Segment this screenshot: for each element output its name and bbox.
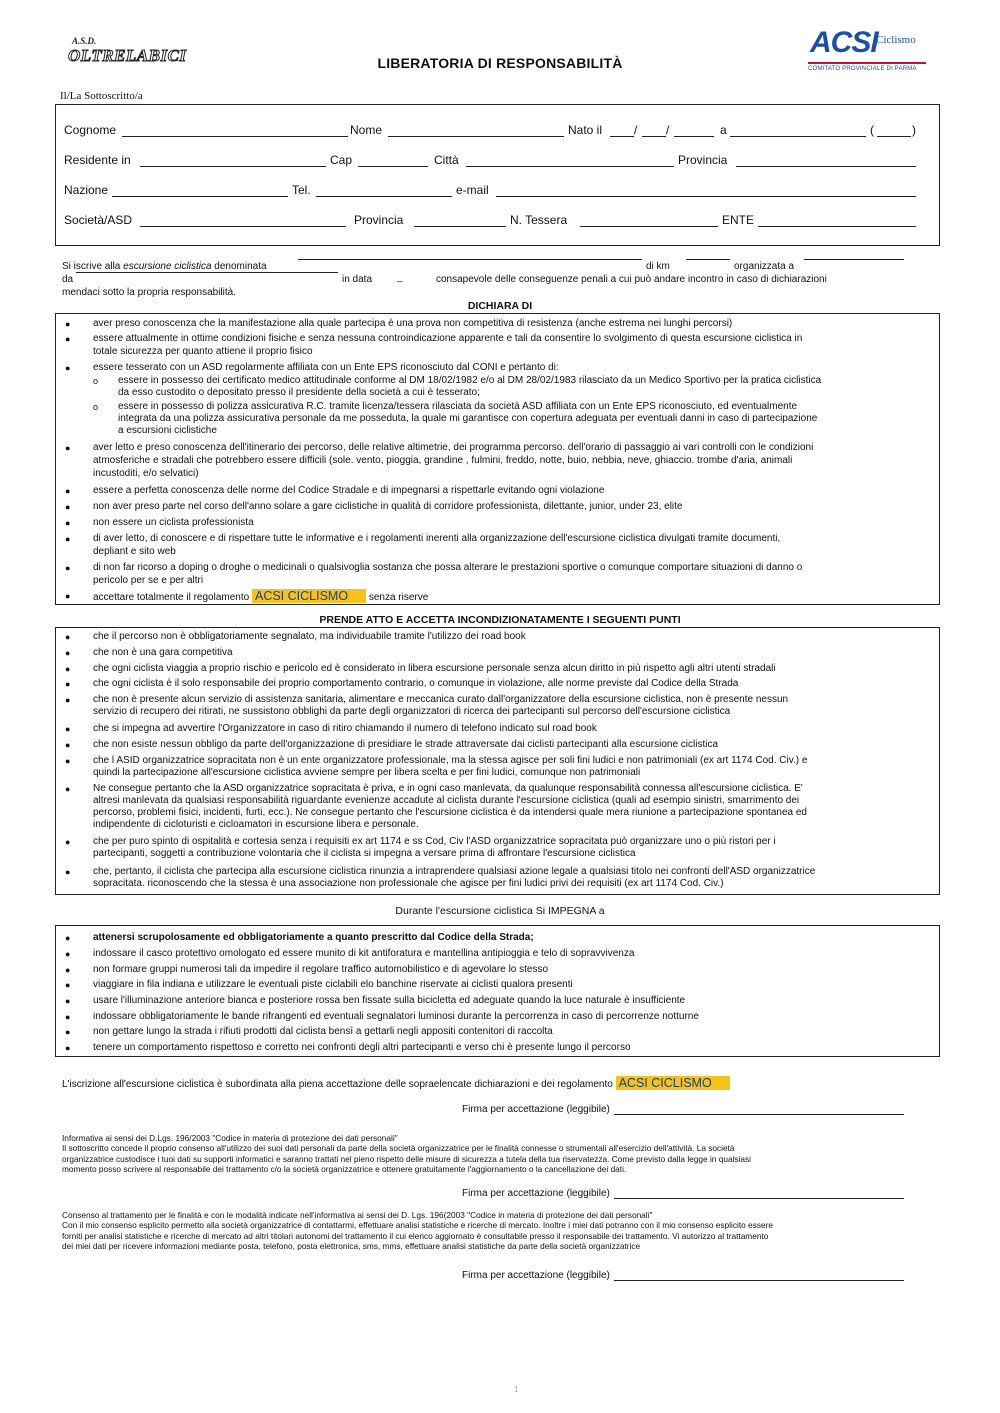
iscrizione-line-1: Si iscrive alla escursione ciclistica denominata bbox=[62, 261, 267, 272]
organizzata-field[interactable] bbox=[804, 259, 904, 260]
residenza-field[interactable] bbox=[140, 166, 326, 167]
logo-red-bar bbox=[808, 62, 926, 64]
consenso-trattamento: Consenso al trattamento per le finalità e con le modalità indicate nell'informativa ai sensi dei D. Lgs. 196(2003 "Codice in materia di protezione dei dati personali" Con il mio consenso esplicito permetto alla società organizzatrice di contattarmi, effettuare analisi statistiche e ricerche di mercato. Inoltre i miei dati potranno con il mio consenso esplicito essere forniti per analisi statistiche e ricerche di mercato ad altri titolari autonomi del trattamento il cui elenco aggiornato è consultabile presso il responsabile dei trattamento. Vi autorizzo al trattamento dei miei dati per ricevere informazioni mediante posta, telefono, posta elettronica, sms, mms, effettuare analisi statistiche da parte della società organizzatrice bbox=[62, 1210, 773, 1251]
signature-1: Firma per accettazione (leggibile) bbox=[462, 1104, 904, 1115]
citta-field[interactable] bbox=[466, 166, 674, 167]
form-row-4: Società/ASD Provincia N. Tessera ENTE bbox=[64, 213, 926, 231]
regolamento-highlight: ACSI CICLISMO bbox=[252, 589, 366, 603]
birth-province-field[interactable] bbox=[877, 136, 911, 137]
prende-atto-box: ● che il percorso non è obbligatoriamente segnalato, ma individuabile tramite l'utilizzo dei road book ● che non è una gara competitiva ● che ogni ciclista viaggia a proprio rischio e pericolo ed è considerato in libera escursione personale senza alcun diritto in più rispetto agli altri utenti stradali ● che ogni ciclista è il solo responsabile dei proprio comportamento contrario, o comunque in violazione, alle norme previste dal Codice della Strada ● che non è presente alcun servizio di assistenza sanitaria, alimentare e meccanica curato dall'organizzatore della escursione ciclistica, non è presente nessun servizio di recupero dei ritirati, ne sussistono obblighi da parte degli organizzatori di ricerca dei partecipanti sul percorso dell'escursione ciclistica ● che si impegna ad avvertire l'Organizzatore in caso di ritiro chiamando il numero di telefono indicato sul road book ● che non esiste nessun obbligo da parte dell'organizzazione di presidiare le strade attraversate dai ciclisti partecipanti alla escursione ciclistica ● che l ASID organizzatrice sopracitata non è un ente organizzatore professionale, ma la stessa agisce per soli fini ludici e non patrimoniali (ex art 1174 Cod. Civ.) e quindi la partecipazione all'escursione ciclistica avviene sempre per libera scelta e per fini ludici, comunque non patrimoniali ● Ne consegue pertanto che la ASD organizzatrice sopracitata è priva, e in ogni caso manlevata, da qualunque responsabilità connessa all'escursione ciclistica. E' altresi manlevata da qualsiasi responsabilità riguardante evenienze accadute al ciclista durante l'escursione ciclistica (quali ad esempio sinistri, smarrimento dei percorso, problemi fisici, incidenti, furti, ecc.). Ne consegue pertanto che l'escursione ciclistica è da intendersi quale mera riunione a partecipazione spontanea ed indipendente di cicloturisti e cicloamatori in escursione libera e personale. ● che per puro spinto di ospitalità e cortesia senza i requisiti ex art 1174 e ss Cod, Civ l'ASD organizzatrice sopracitata può organizzare uno o più ristori per i partecipanti, soggetti a contribuzione volontaria che il ciclista si impegna a versare prima di affrontare l'escursione ciclistica ● che, pertanto, il ciclista che partecipa alla escursione ciclistica rinunzia a intraprendere qualsiasi azione legale a qualsiasi titolo nei confronti dell'ASD organizzatrice sopracitata. riconoscendo che la stessa è una associazione non professionale che agisce per fini ludici privi dei requisiti (ex art 1174 Cod. Civ.) bbox=[55, 627, 940, 895]
tel-field[interactable] bbox=[316, 196, 452, 197]
provincia-societa-field[interactable] bbox=[414, 226, 506, 227]
dichiara-title: DICHIARA DI bbox=[467, 300, 533, 312]
provincia-field[interactable] bbox=[736, 166, 916, 167]
cap-field[interactable] bbox=[358, 166, 428, 167]
organizzatore-field[interactable] bbox=[76, 272, 338, 273]
form-row-1: Cognome Nome Nato il / / a ( ) bbox=[64, 123, 916, 137]
email-field[interactable] bbox=[496, 196, 916, 197]
ente-field[interactable] bbox=[758, 226, 916, 227]
nome-field[interactable] bbox=[388, 136, 564, 137]
sottoscritto-label: Il/La Sottoscritto/a bbox=[60, 90, 143, 102]
dichiara-box: ● aver preso conoscenza che la manifestazione alla quale partecipa è una prova non competitiva di resistenza (anche estrema nei lunghi percorsi) ● essere attualmente in ottime condizioni fisiche e senza nessuna controindicazione apparente e tali da consentire lo svolgimento di questa escursione ciclistica in totale sicurezza per quanto attiene il proprio fisico ● essere tesserato con un ASD regolarmente affiliata con un Ente EPS riconosciuto dal CONI e pertanto di: o essere in possesso dei certificato medico attitudinale conforme al DM 18/02/1982 e/o al DM 28/02/1983 rilasciato da un Medico Sportivo per la pratica ciclistica da esso custodito o depositato presso il presidente della società a cui è tesserato; o essere in possesso di polizza assicurativa R.C. tramite licenza/tessera rilasciata da società ASD affiliata con un Ente EPS riconosciuto, ed eventualmente integrata da una polizza assicurativa personale da me posseduta, la quale mi garantisce con copertura adeguata per eventuali danni in caso di partecipazione a escursioni ciclistiche ● aver letto e preso conoscenza dell'itinerario dei percorso, delle relative altimetrie, dei programma percorso. dell'orario di passaggio ai vari controlli con le condizioni atmosferiche e stradali che potrebbero essere difficili (sole. vento, pioggia, grandine , fulmini, freddo, notte, buio, nebbia, neve, ghiaccio. trombe d'aria, animali incustoditi, e/o selvatici) ● essere a perfetta conoscenza delle norme del Codice Stradale e di impegnarsi a rispettarle evitando ogni violazione ● non aver preso parte nel corso dell'anno solare a gare ciclistiche in qualità di corridore professionista, dilettante, junior, under 23, elite ● non essere un ciclista professionista ● di aver letto, di conoscere e di rispettare tutte le informative e i regolamenti inerenti alla organizzazione dell'escursione ciclistica divulgati tramite documenti, depliant e sito web ● di non far ricorso a doping o droghe o medicinali o qualsivoglia sostanza che possa alterare le prestazioni sportive o comunque comportare situazioni di danno o pericolo per se e per altri ● accettare totalmente il regolamento ACSI CICLISMO senza riserve bbox=[55, 313, 940, 605]
km-field[interactable] bbox=[686, 259, 730, 260]
escursione-name-field[interactable] bbox=[298, 259, 642, 260]
personal-data-form bbox=[55, 104, 940, 246]
impegna-box: ● attenersi scrupolosamente ed obbligatoriamente a quanto prescritto dal Codice della Strada; ● indossare il casco protettivo omologato ed essere munito di kit antiforatura e mantellina antipioggia e telo di sopravvivenza ● non formare gruppi numerosi tali da impedire il regolare traffico automobilistico e di agevolare lo stesso ● viaggiare in fila indiana e utilizzare le eventuali piste ciclabili elo banchine riservate ai ciclisti qualora presenti ● usare l'illuminazione anteriore bianca e posteriore rossa ben fissate sulla bicicletta ed adeguate quando la luce naturale è insufficiente ● indossare obbligatoriamente le bande rifrangenti ed eventuali segnalatori luminosi durante la percorrenza in caso di percorrenze notturne ● non gettare lungo la strada i rifiuti prodotti dal ciclista bensì a gettarli negli appositi contenitori di raccolta ● tenere un comportamento rispettoso e corretto nei confronti degli altri partecipanti e verso chi è presente lungo il percorso bbox=[55, 925, 940, 1057]
societa-field[interactable] bbox=[140, 226, 346, 227]
nazione-field[interactable] bbox=[112, 196, 288, 197]
birth-year-field[interactable] bbox=[674, 136, 714, 137]
signature-1-field[interactable] bbox=[614, 1104, 904, 1115]
logo-oltrelabici: A.S.D. OLTRELABICI bbox=[68, 36, 187, 65]
closing-statement: L'iscrizione all'escursione ciclistica è subordinata alla piena accettazione delle sopraelencate dichiarazioni e dei regolamento ACSI CICLISMO bbox=[62, 1076, 730, 1090]
signature-2-field[interactable] bbox=[614, 1188, 904, 1199]
closing-highlight: ACSI CICLISMO bbox=[616, 1076, 730, 1090]
logo-acsi-ciclismo: ACSI Ciclismo COMITATO PROVINCIALE DI PARMA bbox=[808, 26, 938, 78]
page-mark: 1 bbox=[514, 1385, 519, 1394]
form-row-2: Residente in Cap Città Provincia bbox=[64, 153, 926, 171]
form-row-3: Nazione Tel. e-mail bbox=[64, 183, 926, 201]
birth-place-field[interactable] bbox=[730, 136, 866, 137]
prende-atto-title: PRENDE ATTO E ACCETTA INCONDIZIONATAMENTE I SEGUENTI PUNTI bbox=[319, 614, 681, 626]
data-field[interactable]: _ bbox=[397, 272, 403, 283]
signature-3-field[interactable] bbox=[614, 1270, 904, 1281]
signature-2: Firma per accettazione (leggibile) bbox=[462, 1188, 904, 1199]
signature-3: Firma per accettazione (leggibile) bbox=[462, 1270, 904, 1281]
page-title: LIBERATORIA DI RESPONSABILITÀ bbox=[377, 55, 623, 71]
cognome-field[interactable] bbox=[122, 136, 348, 137]
privacy-informativa: Informativa ai sensi dei D.Lgs. 196/2003 "Codice in materia di protezione dei dati personali" Il sottoscritto concede il proprio consenso all'utilizzo dei suoi dati personali da parte della società organizzatrice per le finalità connesse o strumentali all'esercizio dell'attività. La società organizzatrice custodisce i tuoi dati su supporti informatici e saranno trattati nel pieno rispetto delle misure di sicurezza a tutela della tua riservatezza. Come previsto dalla legge in qualsiasi momento posso scrivere al responsabile dei trattamento c/o la società organizzatrice e ottenere gratuitamente l'aggiornamento o la cancellazione dei dati. bbox=[62, 1133, 751, 1174]
birth-day-field[interactable] bbox=[610, 136, 634, 137]
impegna-title: Durante l'escursione ciclistica Si IMPEGNA a bbox=[395, 905, 605, 917]
birth-month-field[interactable] bbox=[642, 136, 666, 137]
tessera-field[interactable] bbox=[580, 226, 718, 227]
